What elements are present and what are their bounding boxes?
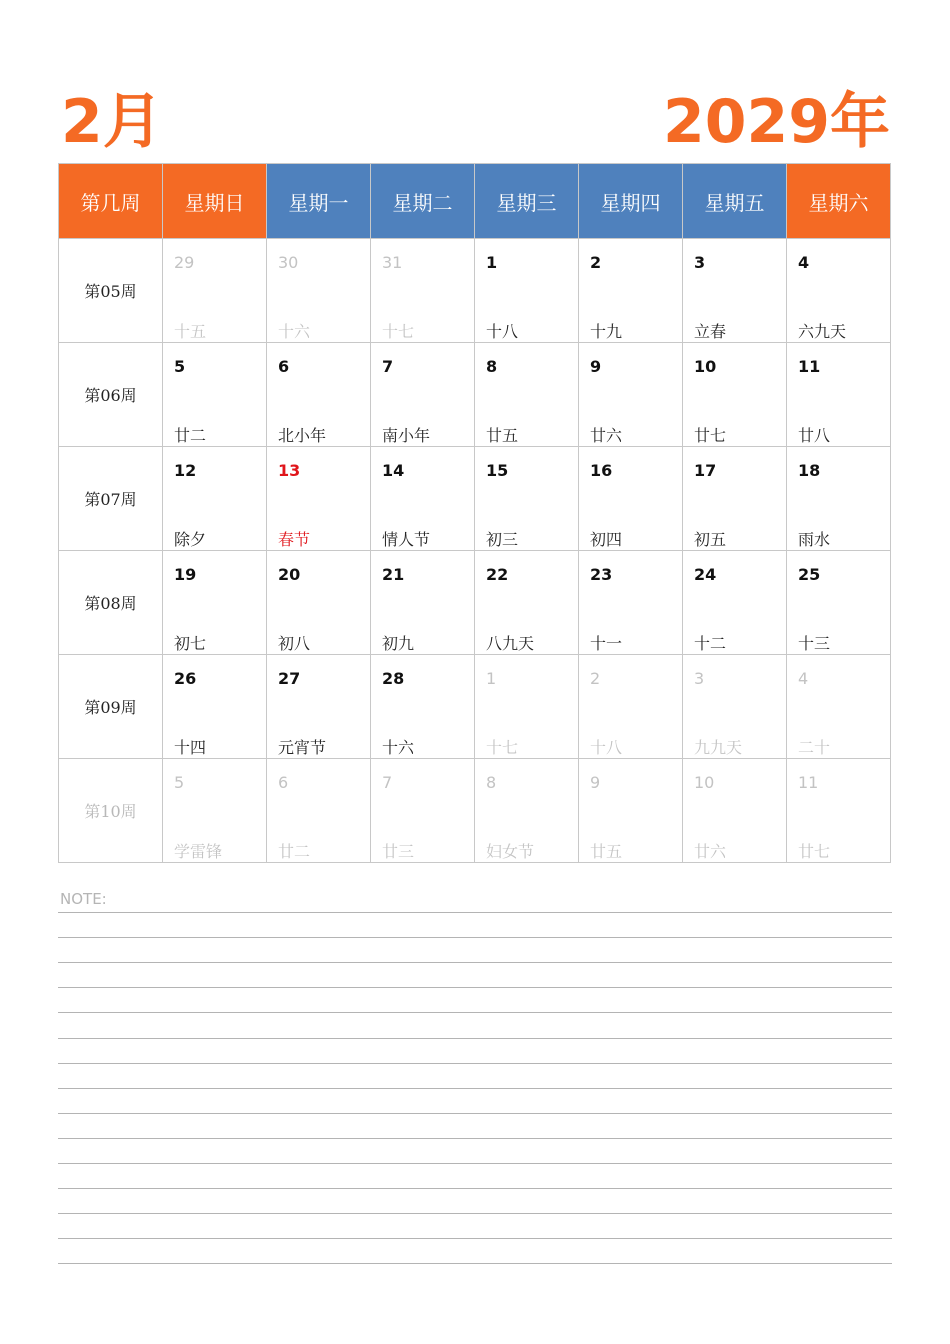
note-line bbox=[58, 1063, 892, 1064]
day-cell[interactable] bbox=[371, 343, 475, 447]
header-friday: 星期五 bbox=[683, 164, 787, 239]
day-number: 16 bbox=[590, 461, 613, 480]
day-number: 23 bbox=[590, 565, 613, 584]
day-cell[interactable] bbox=[163, 551, 267, 655]
lunar-date: 妇女节 bbox=[486, 842, 535, 861]
day-number: 9 bbox=[590, 773, 601, 792]
day-number: 12 bbox=[174, 461, 197, 480]
lunar-date: 廿三 bbox=[382, 842, 415, 861]
day-cell[interactable] bbox=[371, 447, 475, 551]
lunar-date: 初四 bbox=[590, 530, 623, 549]
note-line bbox=[58, 1113, 892, 1114]
day-cell[interactable] bbox=[787, 239, 891, 343]
day-cell[interactable] bbox=[267, 343, 371, 447]
note-line bbox=[58, 1163, 892, 1164]
lunar-date: 廿五 bbox=[486, 426, 519, 445]
lunar-date: 初五 bbox=[694, 530, 727, 549]
lunar-date: 十三 bbox=[798, 634, 831, 653]
lunar-date: 廿六 bbox=[694, 842, 727, 861]
lunar-date: 十九 bbox=[590, 322, 623, 341]
day-number: 1 bbox=[486, 253, 498, 272]
note-label: NOTE: bbox=[60, 890, 107, 908]
note-line bbox=[58, 1263, 892, 1264]
day-cell[interactable] bbox=[683, 759, 787, 863]
lunar-date: 初三 bbox=[486, 530, 519, 549]
day-number: 3 bbox=[694, 253, 706, 272]
lunar-date: 初九 bbox=[382, 634, 415, 653]
week-row bbox=[59, 759, 891, 863]
day-number: 8 bbox=[486, 773, 497, 792]
lunar-date: 廿七 bbox=[798, 842, 831, 861]
header-sunday: 星期日 bbox=[163, 164, 267, 239]
day-cell[interactable] bbox=[579, 239, 683, 343]
lunar-date: 初七 bbox=[174, 634, 207, 653]
day-cell[interactable] bbox=[371, 759, 475, 863]
day-number: 20 bbox=[278, 565, 301, 584]
header-week-number: 第几周 bbox=[59, 164, 163, 239]
day-cell[interactable] bbox=[475, 343, 579, 447]
day-number: 15 bbox=[486, 461, 509, 480]
day-number: 4 bbox=[798, 669, 809, 688]
week-number-cell: 第05周 bbox=[59, 239, 163, 343]
day-number: 2 bbox=[590, 669, 601, 688]
week-row bbox=[59, 551, 891, 655]
day-number: 22 bbox=[486, 565, 509, 584]
day-cell[interactable] bbox=[475, 759, 579, 863]
day-number: 18 bbox=[798, 461, 821, 480]
day-number: 5 bbox=[174, 773, 185, 792]
lunar-date: 北小年 bbox=[278, 426, 327, 445]
lunar-date: 春节 bbox=[278, 530, 311, 549]
day-number: 28 bbox=[382, 669, 405, 688]
day-cell[interactable] bbox=[475, 447, 579, 551]
header-saturday: 星期六 bbox=[787, 164, 891, 239]
lunar-date: 学雷锋 bbox=[174, 842, 223, 861]
lunar-date: 雨水 bbox=[798, 530, 831, 549]
lunar-date: 十七 bbox=[486, 738, 519, 757]
note-line bbox=[58, 1188, 892, 1189]
calendar-header-row bbox=[59, 164, 891, 239]
lunar-date: 六九天 bbox=[798, 322, 847, 341]
day-number: 13 bbox=[278, 461, 301, 480]
day-cell[interactable] bbox=[683, 447, 787, 551]
day-cell[interactable] bbox=[163, 655, 267, 759]
day-number: 29 bbox=[174, 253, 195, 272]
day-cell[interactable] bbox=[371, 551, 475, 655]
day-number: 10 bbox=[694, 357, 717, 376]
day-number: 24 bbox=[694, 565, 717, 584]
day-number: 30 bbox=[278, 253, 299, 272]
note-line bbox=[58, 962, 892, 963]
lunar-date: 十四 bbox=[174, 738, 207, 757]
day-number: 9 bbox=[590, 357, 602, 376]
lunar-date: 二十 bbox=[798, 738, 831, 757]
week-number-cell: 第10周 bbox=[59, 759, 163, 863]
day-number: 8 bbox=[486, 357, 498, 376]
day-number: 1 bbox=[486, 669, 497, 688]
day-number: 4 bbox=[798, 253, 810, 272]
day-cell[interactable] bbox=[267, 551, 371, 655]
lunar-date: 九九天 bbox=[694, 738, 743, 757]
day-number: 10 bbox=[694, 773, 715, 792]
day-cell[interactable] bbox=[267, 759, 371, 863]
lunar-date: 除夕 bbox=[174, 530, 207, 549]
day-number: 17 bbox=[694, 461, 717, 480]
day-cell[interactable] bbox=[683, 655, 787, 759]
header-tuesday: 星期二 bbox=[371, 164, 475, 239]
note-line bbox=[58, 1038, 892, 1039]
day-cell[interactable] bbox=[787, 343, 891, 447]
lunar-date: 南小年 bbox=[382, 426, 431, 445]
day-number: 11 bbox=[798, 773, 819, 792]
day-number: 11 bbox=[798, 357, 821, 376]
month-title: 2月 bbox=[61, 87, 163, 157]
year-title: 2029年 bbox=[663, 87, 890, 157]
day-number: 19 bbox=[174, 565, 197, 584]
day-cell[interactable] bbox=[267, 447, 371, 551]
note-line bbox=[58, 1238, 892, 1239]
note-line bbox=[58, 937, 892, 938]
day-cell[interactable] bbox=[267, 655, 371, 759]
header-thursday: 星期四 bbox=[579, 164, 683, 239]
day-number: 7 bbox=[382, 357, 394, 376]
day-number: 3 bbox=[694, 669, 705, 688]
note-line bbox=[58, 1213, 892, 1214]
lunar-date: 十七 bbox=[382, 322, 415, 341]
lunar-date: 十八 bbox=[590, 738, 623, 757]
day-cell[interactable] bbox=[579, 759, 683, 863]
note-line bbox=[58, 1088, 892, 1089]
day-cell[interactable] bbox=[787, 447, 891, 551]
day-cell[interactable] bbox=[163, 447, 267, 551]
day-cell[interactable] bbox=[787, 759, 891, 863]
day-cell[interactable] bbox=[787, 655, 891, 759]
day-cell[interactable] bbox=[163, 759, 267, 863]
lunar-date: 八九天 bbox=[486, 634, 535, 653]
day-cell[interactable] bbox=[475, 551, 579, 655]
lunar-date: 廿八 bbox=[798, 426, 831, 445]
lunar-date: 廿五 bbox=[590, 842, 623, 861]
week-row bbox=[59, 655, 891, 759]
lunar-date: 情人节 bbox=[382, 530, 431, 549]
week-number-cell: 第07周 bbox=[59, 447, 163, 551]
header-monday: 星期一 bbox=[267, 164, 371, 239]
lunar-date: 十八 bbox=[486, 322, 519, 341]
lunar-date: 十一 bbox=[590, 634, 623, 653]
lunar-date: 十二 bbox=[694, 634, 727, 653]
day-cell[interactable] bbox=[579, 343, 683, 447]
note-line bbox=[58, 912, 892, 913]
week-row bbox=[59, 239, 891, 343]
day-cell[interactable] bbox=[683, 239, 787, 343]
calendar-table bbox=[58, 163, 891, 863]
day-number: 6 bbox=[278, 773, 289, 792]
lunar-date: 廿六 bbox=[590, 426, 623, 445]
lunar-date: 十六 bbox=[278, 322, 311, 341]
week-number-cell: 第08周 bbox=[59, 551, 163, 655]
day-cell[interactable] bbox=[163, 343, 267, 447]
day-number: 21 bbox=[382, 565, 405, 584]
day-number: 26 bbox=[174, 669, 197, 688]
day-cell[interactable] bbox=[475, 239, 579, 343]
day-number: 27 bbox=[278, 669, 301, 688]
lunar-date: 元宵节 bbox=[278, 738, 327, 757]
lunar-date: 初八 bbox=[278, 634, 311, 653]
lunar-date: 廿二 bbox=[278, 842, 311, 861]
day-number: 7 bbox=[382, 773, 393, 792]
lunar-date: 十六 bbox=[382, 738, 415, 757]
week-number-cell: 第09周 bbox=[59, 655, 163, 759]
calendar-body bbox=[59, 239, 891, 863]
note-line bbox=[58, 1138, 892, 1139]
day-cell[interactable] bbox=[475, 655, 579, 759]
week-number-cell: 第06周 bbox=[59, 343, 163, 447]
day-number: 25 bbox=[798, 565, 821, 584]
week-row bbox=[59, 343, 891, 447]
lunar-date: 廿二 bbox=[174, 426, 207, 445]
day-number: 14 bbox=[382, 461, 405, 480]
lunar-date: 立春 bbox=[694, 322, 727, 341]
day-cell[interactable] bbox=[579, 655, 683, 759]
day-cell[interactable] bbox=[371, 239, 475, 343]
day-cell[interactable] bbox=[579, 551, 683, 655]
lunar-date: 廿七 bbox=[694, 426, 727, 445]
day-number: 31 bbox=[382, 253, 403, 272]
day-cell[interactable] bbox=[683, 343, 787, 447]
day-number: 6 bbox=[278, 357, 290, 376]
day-number: 2 bbox=[590, 253, 602, 272]
day-cell[interactable] bbox=[787, 551, 891, 655]
week-row bbox=[59, 447, 891, 551]
day-cell[interactable] bbox=[267, 239, 371, 343]
note-line bbox=[58, 1012, 892, 1013]
lunar-date: 十五 bbox=[174, 322, 207, 341]
day-cell[interactable] bbox=[683, 551, 787, 655]
day-cell[interactable] bbox=[579, 447, 683, 551]
day-cell[interactable] bbox=[163, 239, 267, 343]
day-number: 5 bbox=[174, 357, 186, 376]
day-cell[interactable] bbox=[371, 655, 475, 759]
note-line bbox=[58, 987, 892, 988]
header-wednesday: 星期三 bbox=[475, 164, 579, 239]
